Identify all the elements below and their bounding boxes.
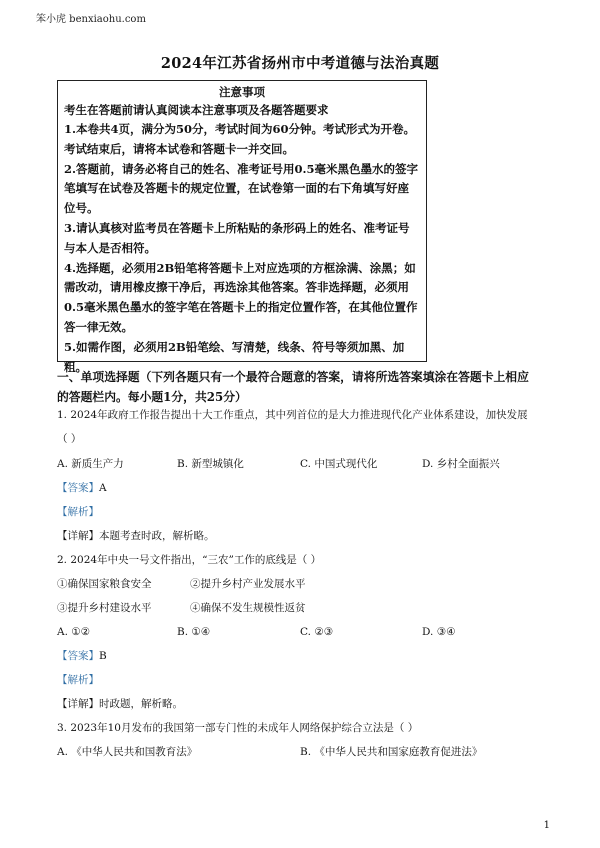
q1-detail-label: 【详解】 (57, 530, 99, 542)
q2-answer-value: B (99, 650, 107, 662)
q1-stem: 1. 2024年政府工作报告提出十大工作重点，其中列首位的是大力推进现代化产业体系建设，加快发展 (57, 409, 528, 421)
q1-answer-value: A (99, 482, 107, 494)
q2-statement-1: ①确保国家粮食安全 (57, 578, 152, 590)
q2-stem: 2. 2024年中央一号文件指出，“三农”工作的底线是（ ） (57, 554, 322, 566)
notice-box (57, 80, 427, 374)
q1-option-a: A. 新质生产力 (57, 458, 124, 470)
q2-answer-label: 【答案】 (57, 650, 99, 662)
notice-item-2: 2.答题前，请务必将自己的姓名、准考证号用0.5毫米黑色墨水的签字笔填写在试卷及答题卡的规定位置，在试卷第一面的右下角填写好座位号。 (64, 161, 419, 216)
page-number: 1 (543, 820, 550, 831)
section-heading-line1: 一、单项选择题（下列各题只有一个最符合题意的答案，请将所选答案填涂在答题卡上相应 (57, 370, 529, 384)
section-heading-line2: 的答题栏内。每小题1分，共25分） (57, 390, 247, 404)
notice-item-3: 3.请认真核对监考员在答题卡上所粘贴的条形码上的姓名、准考证号与本人是否相符。 (64, 220, 410, 255)
q1-detail-text: 本题考查时政，解析略。 (99, 530, 215, 542)
q2-detail (57, 695, 183, 713)
q2-detail-label: 【详解】 (57, 698, 99, 710)
q2-analysis-label: 【解析】 (57, 674, 99, 686)
q1-option-c: C. 中国式现代化 (300, 458, 378, 470)
notice-item-5: 5.如需作图，必须用2B铅笔绘、写清楚，线条、符号等须加黑、加粗。 (64, 339, 405, 374)
q1-blank: （ ） (57, 433, 82, 445)
q2-statement-2: ②提升乡村产业发展水平 (190, 578, 306, 590)
q3-option-a: A. 《中华人民共和国教育法》 (57, 746, 198, 758)
q2-option-b: B. ①④ (177, 626, 211, 638)
notice-item-4: 4.选择题，必须用2B铅笔将答题卡上对应选项的方框涂满、涂黑；如需改动，请用橡皮擦干净后，再选涂其他答案。答非选择题，必须用0.5毫米黑色墨水的签字笔在答题卡上的指定位置作答，在其他位置作答一律无效。 (64, 260, 418, 334)
q2-answer (57, 647, 107, 665)
q1-option-b: B. 新型城镇化 (177, 458, 244, 470)
q2-option-a: A. ①② (57, 626, 91, 638)
q2-statement-4: ④确保不发生规模性返贫 (190, 602, 306, 614)
q1-option-d: D. 乡村全面振兴 (422, 458, 500, 470)
q2-statement-3: ③提升乡村建设水平 (57, 602, 152, 614)
q3-stem: 3. 2023年10月发布的我国第一部专门性的未成年人网络保护综合立法是（ ） (57, 722, 419, 734)
q3-option-b: B. 《中华人民共和国家庭教育促进法》 (300, 746, 483, 758)
q1-answer-label: 【答案】 (57, 482, 99, 494)
q1-answer (57, 479, 107, 497)
notice-intro: 考生在答题前请认真阅读本注意事项及各题答题要求 (64, 103, 329, 117)
notice-title: 注意事项 (219, 85, 265, 99)
section-heading (57, 367, 557, 407)
q2-option-d: D. ③④ (422, 626, 456, 638)
watermark: 笨小虎 benxiaohu.com (36, 14, 146, 25)
q2-detail-text: 时政题，解析略。 (99, 698, 183, 710)
page-title: 2024年江苏省扬州市中考道德与法治真题 (160, 55, 440, 72)
q2-option-c: C. ②③ (300, 626, 334, 638)
notice-item-1: 1.本卷共4页，满分为50分，考试时间为60分钟。考试形式为开卷。考试结束后，请将本试卷和答题卡一并交回。 (64, 122, 416, 156)
q1-analysis-label: 【解析】 (57, 506, 99, 518)
q1-detail (57, 527, 215, 545)
